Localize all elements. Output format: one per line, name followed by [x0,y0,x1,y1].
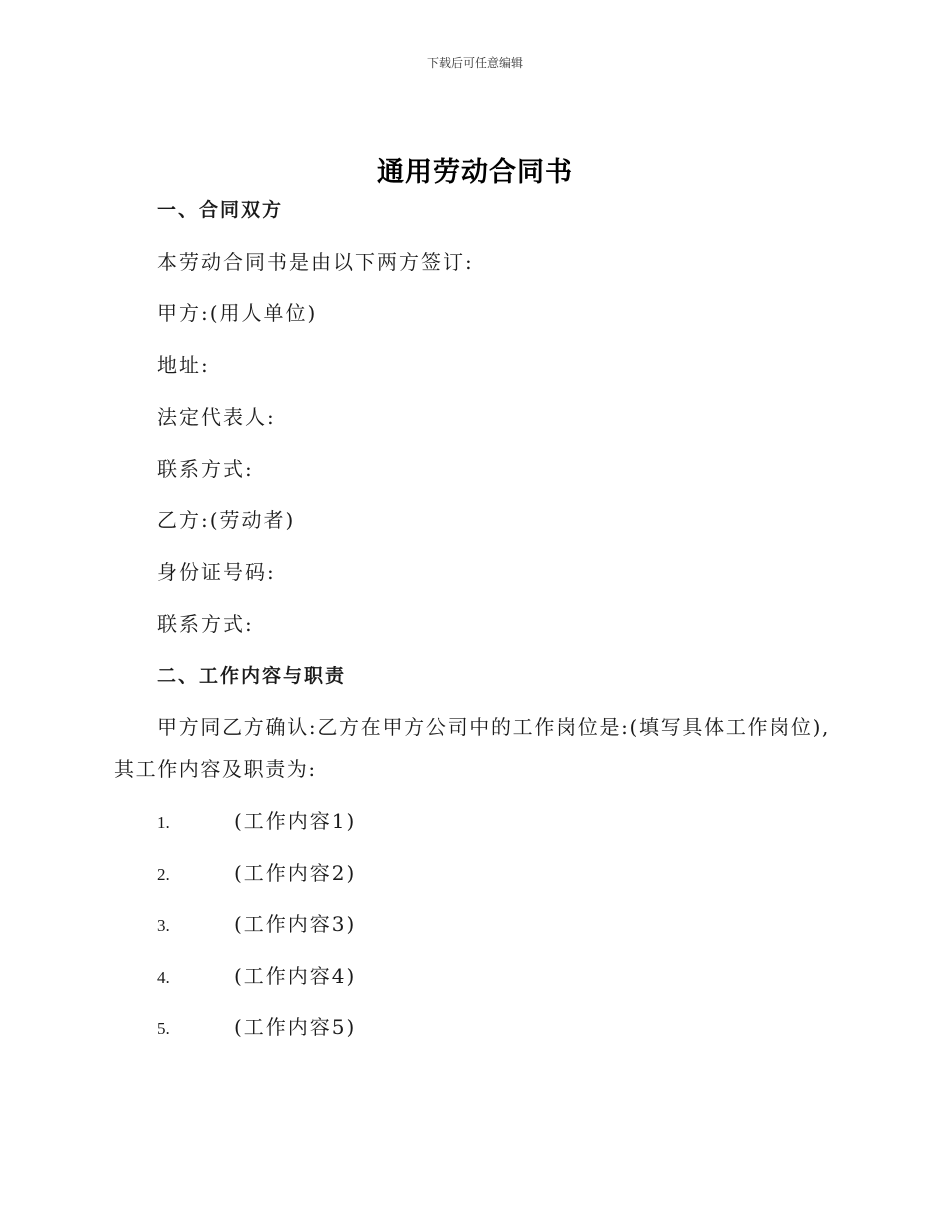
duties-paragraph: 甲方同乙方确认:乙方在甲方公司中的工作岗位是:(填写具体工作岗位),其工作内容及职责为: [114,715,830,781]
page-header-note: 下载后可任意编辑 [426,56,523,70]
list-item-text: (工作内容5) [234,1015,357,1039]
section-heading-parties: 一、合同双方 [157,199,284,221]
list-item-text: (工作内容2) [234,861,357,885]
list-item-number: 3. [157,916,170,935]
list-item-number: 1. [157,813,170,832]
list-item-number: 5. [157,1019,170,1038]
document-title: 通用劳动合同书 [377,157,573,188]
parties-intro: 本劳动合同书是由以下两方签订: [157,250,474,274]
list-item-text: (工作内容1) [234,809,357,833]
party-a-line: 甲方:(用人单位) [157,301,318,325]
list-item-number: 4. [157,968,170,987]
id-number-line: 身份证号码: [157,560,276,584]
list-item-text: (工作内容4) [234,964,357,988]
section-heading-duties: 二、工作内容与职责 [157,665,347,687]
party-a-contact-line: 联系方式: [157,457,254,481]
legal-representative-line: 法定代表人: [157,405,276,429]
party-b-line: 乙方:(劳动者) [157,508,296,532]
party-b-contact-line: 联系方式: [157,612,254,636]
list-item-text: (工作内容3) [234,912,357,936]
address-line: 地址: [157,353,210,377]
list-item-number: 2. [157,865,170,884]
